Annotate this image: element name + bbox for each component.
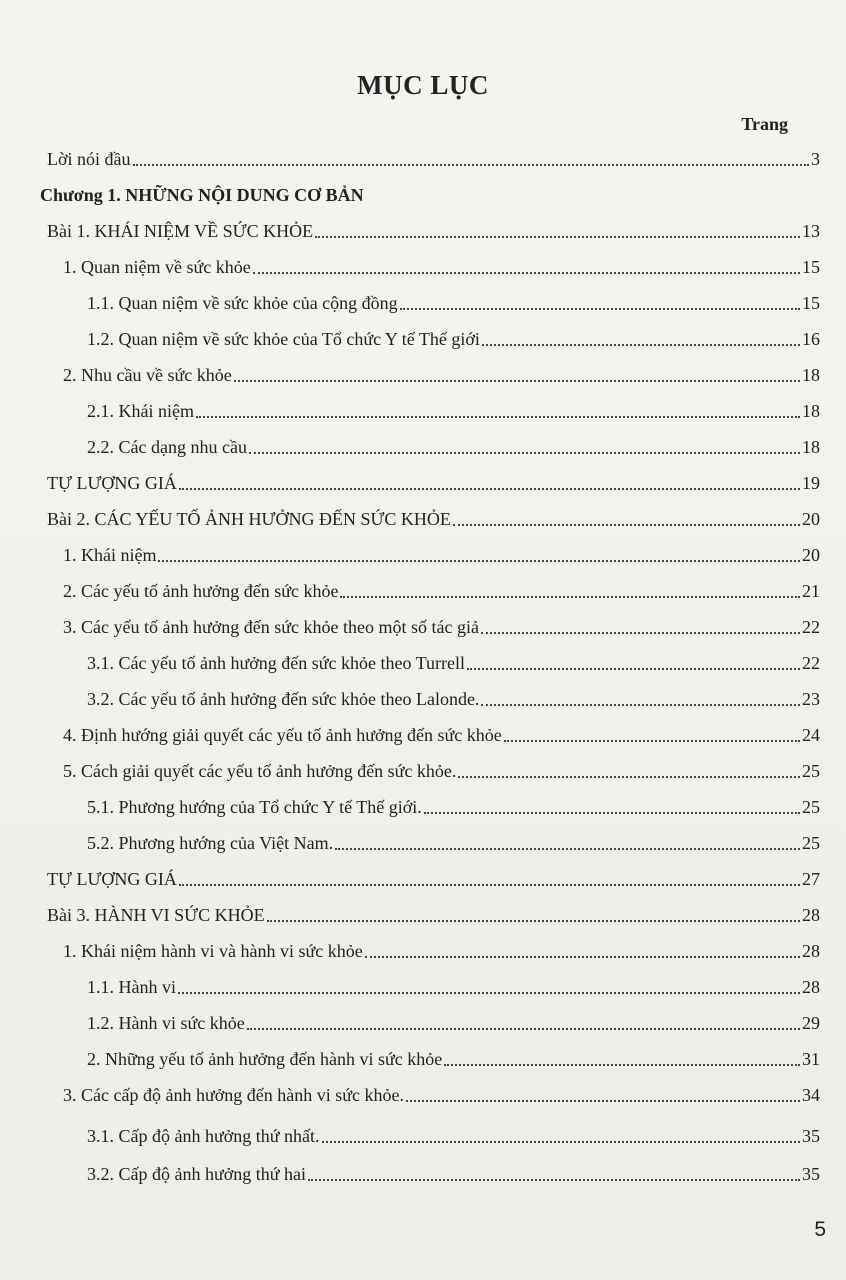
- leader-dots: [267, 919, 800, 922]
- leader-dots: [335, 847, 800, 850]
- toc-entry: TỰ LƯỢNG GIÁ 19: [47, 473, 820, 493]
- leader-dots: [453, 523, 800, 526]
- leader-dots: [467, 667, 800, 670]
- toc-entry: 4. Định hướng giải quyết các yếu tố ảnh hưởng đến sức khỏe 24: [63, 725, 820, 745]
- toc-entry: 2. Nhu cầu về sức khỏe 18: [63, 365, 820, 385]
- toc-entry: Bài 3. HÀNH VI SỨC KHỎE 28: [47, 905, 820, 925]
- leader-dots: [179, 883, 800, 886]
- toc-entry: 1. Khái niệm hành vi và hành vi sức khỏe 28: [63, 941, 820, 961]
- leader-dots: [234, 379, 800, 382]
- toc-entry: 1. Khái niệm 20: [63, 545, 820, 565]
- leader-dots: [133, 163, 809, 166]
- toc-entry: 5.1. Phương hướng của Tổ chức Y tế Thế giới. 25: [87, 797, 820, 817]
- leader-dots: [249, 451, 800, 454]
- leader-dots: [400, 307, 800, 310]
- toc-entry: TỰ LƯỢNG GIÁ 27: [47, 869, 820, 889]
- toc-entry: 2.1. Khái niệm 18: [87, 401, 820, 421]
- toc-entry: 1. Quan niệm về sức khỏe 15: [63, 257, 820, 277]
- toc-entry: Bài 1. KHÁI NIỆM VỀ SỨC KHỎE 13: [47, 221, 820, 241]
- leader-dots: [158, 559, 800, 562]
- toc-entry: 1.1. Quan niệm về sức khỏe của cộng đồng 15: [87, 293, 820, 313]
- leader-dots: [179, 487, 800, 490]
- leader-dots: [481, 703, 800, 706]
- toc-entry: Lời nói đầu 3: [47, 149, 820, 169]
- leader-dots: [178, 991, 800, 994]
- leader-dots: [458, 775, 800, 778]
- toc-entry: 1.2. Quan niệm về sức khỏe của Tổ chức Y tế Thế giới 16: [87, 329, 820, 349]
- toc-entry: Bài 2. CÁC YẾU TỐ ẢNH HƯỞNG ĐẾN SỨC KHỎE 20: [47, 509, 820, 529]
- toc-entry: 5.2. Phương hướng của Việt Nam. 25: [87, 833, 820, 853]
- toc-entry: 2. Các yếu tố ảnh hưởng đến sức khỏe 21: [63, 581, 820, 601]
- toc-chapter-heading: Chương 1. NHỮNG NỘI DUNG CƠ BẢN: [40, 185, 364, 205]
- leader-dots: [196, 415, 800, 418]
- toc-entry: 3.2. Các yếu tố ảnh hưởng đến sức khỏe theo Lalonde. 23: [87, 689, 820, 709]
- leader-dots: [315, 235, 800, 238]
- leader-dots: [308, 1178, 800, 1181]
- page-column-label: Trang: [741, 114, 788, 134]
- toc-entry: 3. Các yếu tố ảnh hưởng đến sức khỏe theo một số tác giả 22: [63, 617, 820, 637]
- page-number: 5: [814, 1218, 826, 1241]
- toc-entry: 5. Cách giải quyết các yếu tố ảnh hưởng đến sức khỏe. 25: [63, 761, 820, 781]
- page-title: MỤC LỤC: [357, 70, 489, 100]
- leader-dots: [365, 955, 800, 958]
- leader-dots: [340, 595, 800, 598]
- toc-entry: 3.1. Cấp độ ảnh hưởng thứ nhất. 35: [87, 1126, 820, 1146]
- leader-dots: [444, 1063, 800, 1066]
- toc-entry: 2. Những yếu tố ảnh hưởng đến hành vi sức khỏe 31: [87, 1049, 820, 1069]
- leader-dots: [424, 811, 800, 814]
- leader-dots: [322, 1140, 800, 1143]
- toc-entry: 1.1. Hành vi 28: [87, 977, 820, 997]
- toc-entry: 3.1. Các yếu tố ảnh hưởng đến sức khỏe theo Turrell 22: [87, 653, 820, 673]
- leader-dots: [247, 1027, 800, 1030]
- leader-dots: [481, 631, 800, 634]
- leader-dots: [482, 343, 800, 346]
- toc-entry: 1.2. Hành vi sức khỏe 29: [87, 1013, 820, 1033]
- toc-entry: 3. Các cấp độ ảnh hưởng đến hành vi sức khỏe. 34: [63, 1085, 820, 1105]
- toc-entry: 3.2. Cấp độ ảnh hưởng thứ hai 35: [87, 1164, 820, 1184]
- leader-dots: [504, 739, 800, 742]
- leader-dots: [406, 1099, 800, 1102]
- toc-entry: 2.2. Các dạng nhu cầu 18: [87, 437, 820, 457]
- leader-dots: [253, 271, 800, 274]
